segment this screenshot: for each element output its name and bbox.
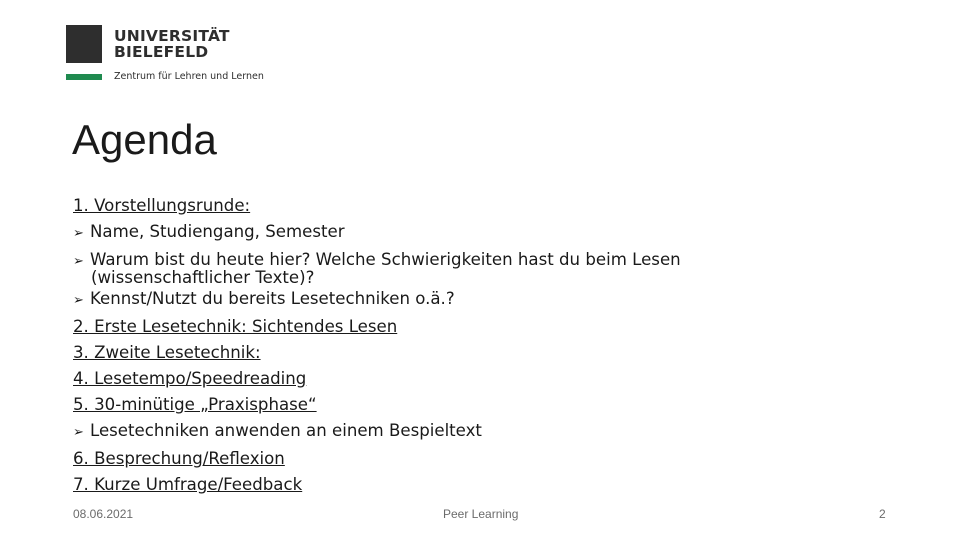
agenda-subitem xyxy=(73,219,681,247)
agenda-subitem xyxy=(73,286,681,314)
logo-subtitle: Zentrum für Lehren und Lernen xyxy=(114,71,264,82)
agenda-item-3: 3. Zweite Lesetechnik: xyxy=(73,343,261,362)
logo-line-1: UNIVERSITÄT xyxy=(114,27,230,45)
agenda-item-4: 4. Lesetempo/Speedreading xyxy=(73,369,307,388)
agenda-list xyxy=(73,193,681,498)
arrow-bullet-icon: ➢ xyxy=(73,293,84,308)
university-logo-text xyxy=(114,28,230,60)
logo-accent-bar xyxy=(66,74,102,80)
agenda-item-1: 1. Vorstellungsrunde: xyxy=(73,196,251,215)
slide-title: Agenda xyxy=(72,116,217,163)
footer-title: Peer Learning xyxy=(443,507,519,521)
agenda-subitem-text: Warum bist du heute hier? Welche Schwierigkeiten hast du beim Lesen xyxy=(90,250,681,269)
arrow-bullet-icon: ➢ xyxy=(73,425,84,440)
arrow-bullet-icon: ➢ xyxy=(73,226,84,241)
footer-date: 08.06.2021 xyxy=(73,507,134,521)
agenda-item-7: 7. Kurze Umfrage/Feedback xyxy=(73,475,303,494)
arrow-bullet-icon: ➢ xyxy=(73,254,84,269)
agenda-item-6: 6. Besprechung/Reflexion xyxy=(73,449,285,468)
agenda-subitem xyxy=(73,247,681,286)
page-number: 2 xyxy=(879,507,886,521)
agenda-item-5: 5. 30-minütige „Praxisphase“ xyxy=(73,395,317,414)
agenda-item-2: 2. Erste Lesetechnik: Sichtendes Lesen xyxy=(73,317,398,336)
agenda-subitem xyxy=(73,418,681,446)
agenda-subitem-text: Lesetechniken anwenden an einem Bespieltext xyxy=(90,421,482,440)
university-logo-mark xyxy=(66,25,102,63)
logo-line-2: BIELEFELD xyxy=(114,43,209,61)
agenda-subitem-text: Kennst/Nutzt du bereits Lesetechniken o.ä.? xyxy=(90,289,455,308)
agenda-subitem-text: Name, Studiengang, Semester xyxy=(90,222,345,241)
agenda-subitem-text-continued: (wissenschaftlicher Texte)? xyxy=(91,268,315,287)
